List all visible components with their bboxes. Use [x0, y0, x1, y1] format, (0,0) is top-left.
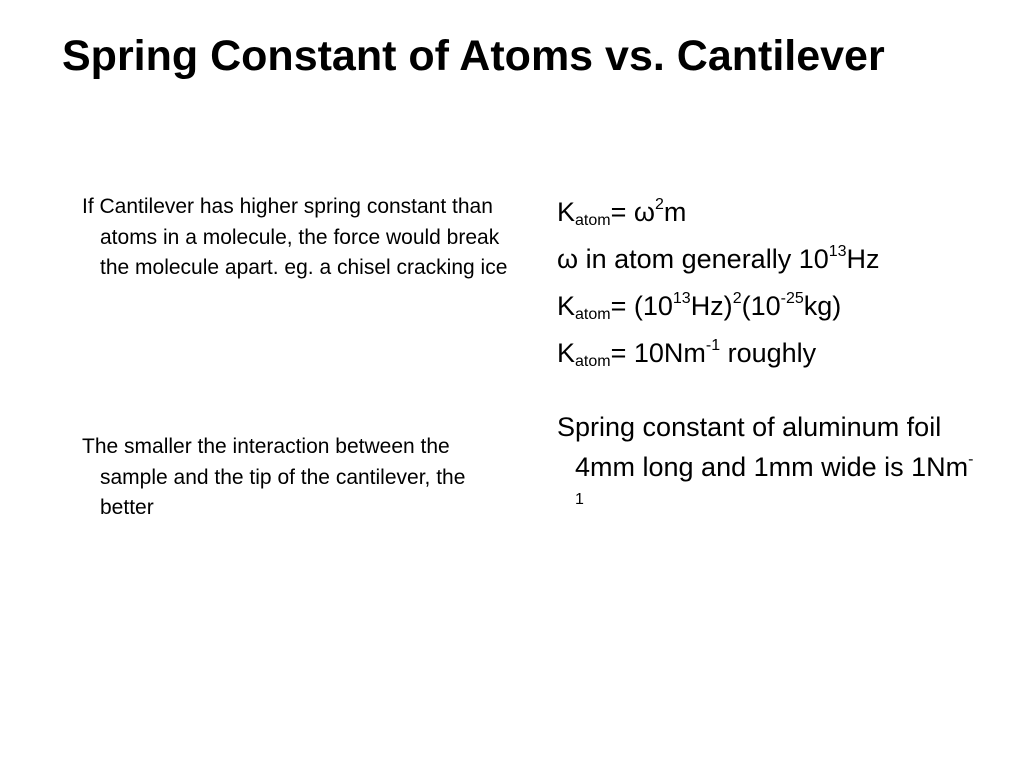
omega-text: ω in atom generally 10: [557, 244, 829, 274]
squared-superscript: 2: [654, 196, 664, 213]
hz-close: Hz): [690, 291, 733, 321]
k-symbol: K: [557, 291, 576, 321]
equation-katom-omega: [557, 192, 977, 232]
omega-frequency-line: [557, 239, 977, 279]
spring-text: Spring constant of aluminum foil 4mm long and 1mm wide is 1Nm: [557, 412, 969, 482]
equals-ten: = (10: [610, 291, 673, 321]
atom-subscript: atom: [575, 306, 611, 323]
roughly-text: roughly: [720, 338, 817, 368]
exponent-minus-25: -25: [780, 290, 804, 307]
exponent-minus-1: -1: [705, 337, 721, 354]
atom-subscript: atom: [575, 212, 611, 229]
ten-open: (10: [741, 291, 781, 321]
aluminum-foil-spring-constant: [557, 407, 977, 527]
atom-subscript: atom: [575, 353, 611, 370]
left-paragraph-interaction: The smaller the interaction between the sample and the tip of the cantilever, the better: [82, 435, 466, 519]
equals-10nm: = 10Nm: [610, 338, 706, 368]
k-symbol: K: [557, 338, 576, 368]
equals-omega: = ω: [610, 197, 655, 227]
exponent-minus-1: -1: [575, 451, 974, 508]
squared-superscript: 2: [732, 290, 742, 307]
equation-katom-substituted: [557, 286, 977, 326]
exponent-13: 13: [672, 290, 691, 307]
slide-title: Spring Constant of Atoms vs. Cantilever: [62, 32, 885, 80]
exponent-13: 13: [828, 243, 847, 260]
left-paragraph-cantilever-stiffness: If Cantilever has higher spring constant than atoms in a molecule, the force would break the molecule apart. eg. a chisel cracking ice: [82, 195, 508, 279]
mass-symbol: m: [663, 197, 687, 227]
hz-unit: Hz: [846, 244, 880, 274]
kg-close: kg): [803, 291, 842, 321]
right-column: [557, 192, 977, 527]
equation-katom-result: [557, 333, 977, 373]
k-symbol: K: [557, 197, 576, 227]
